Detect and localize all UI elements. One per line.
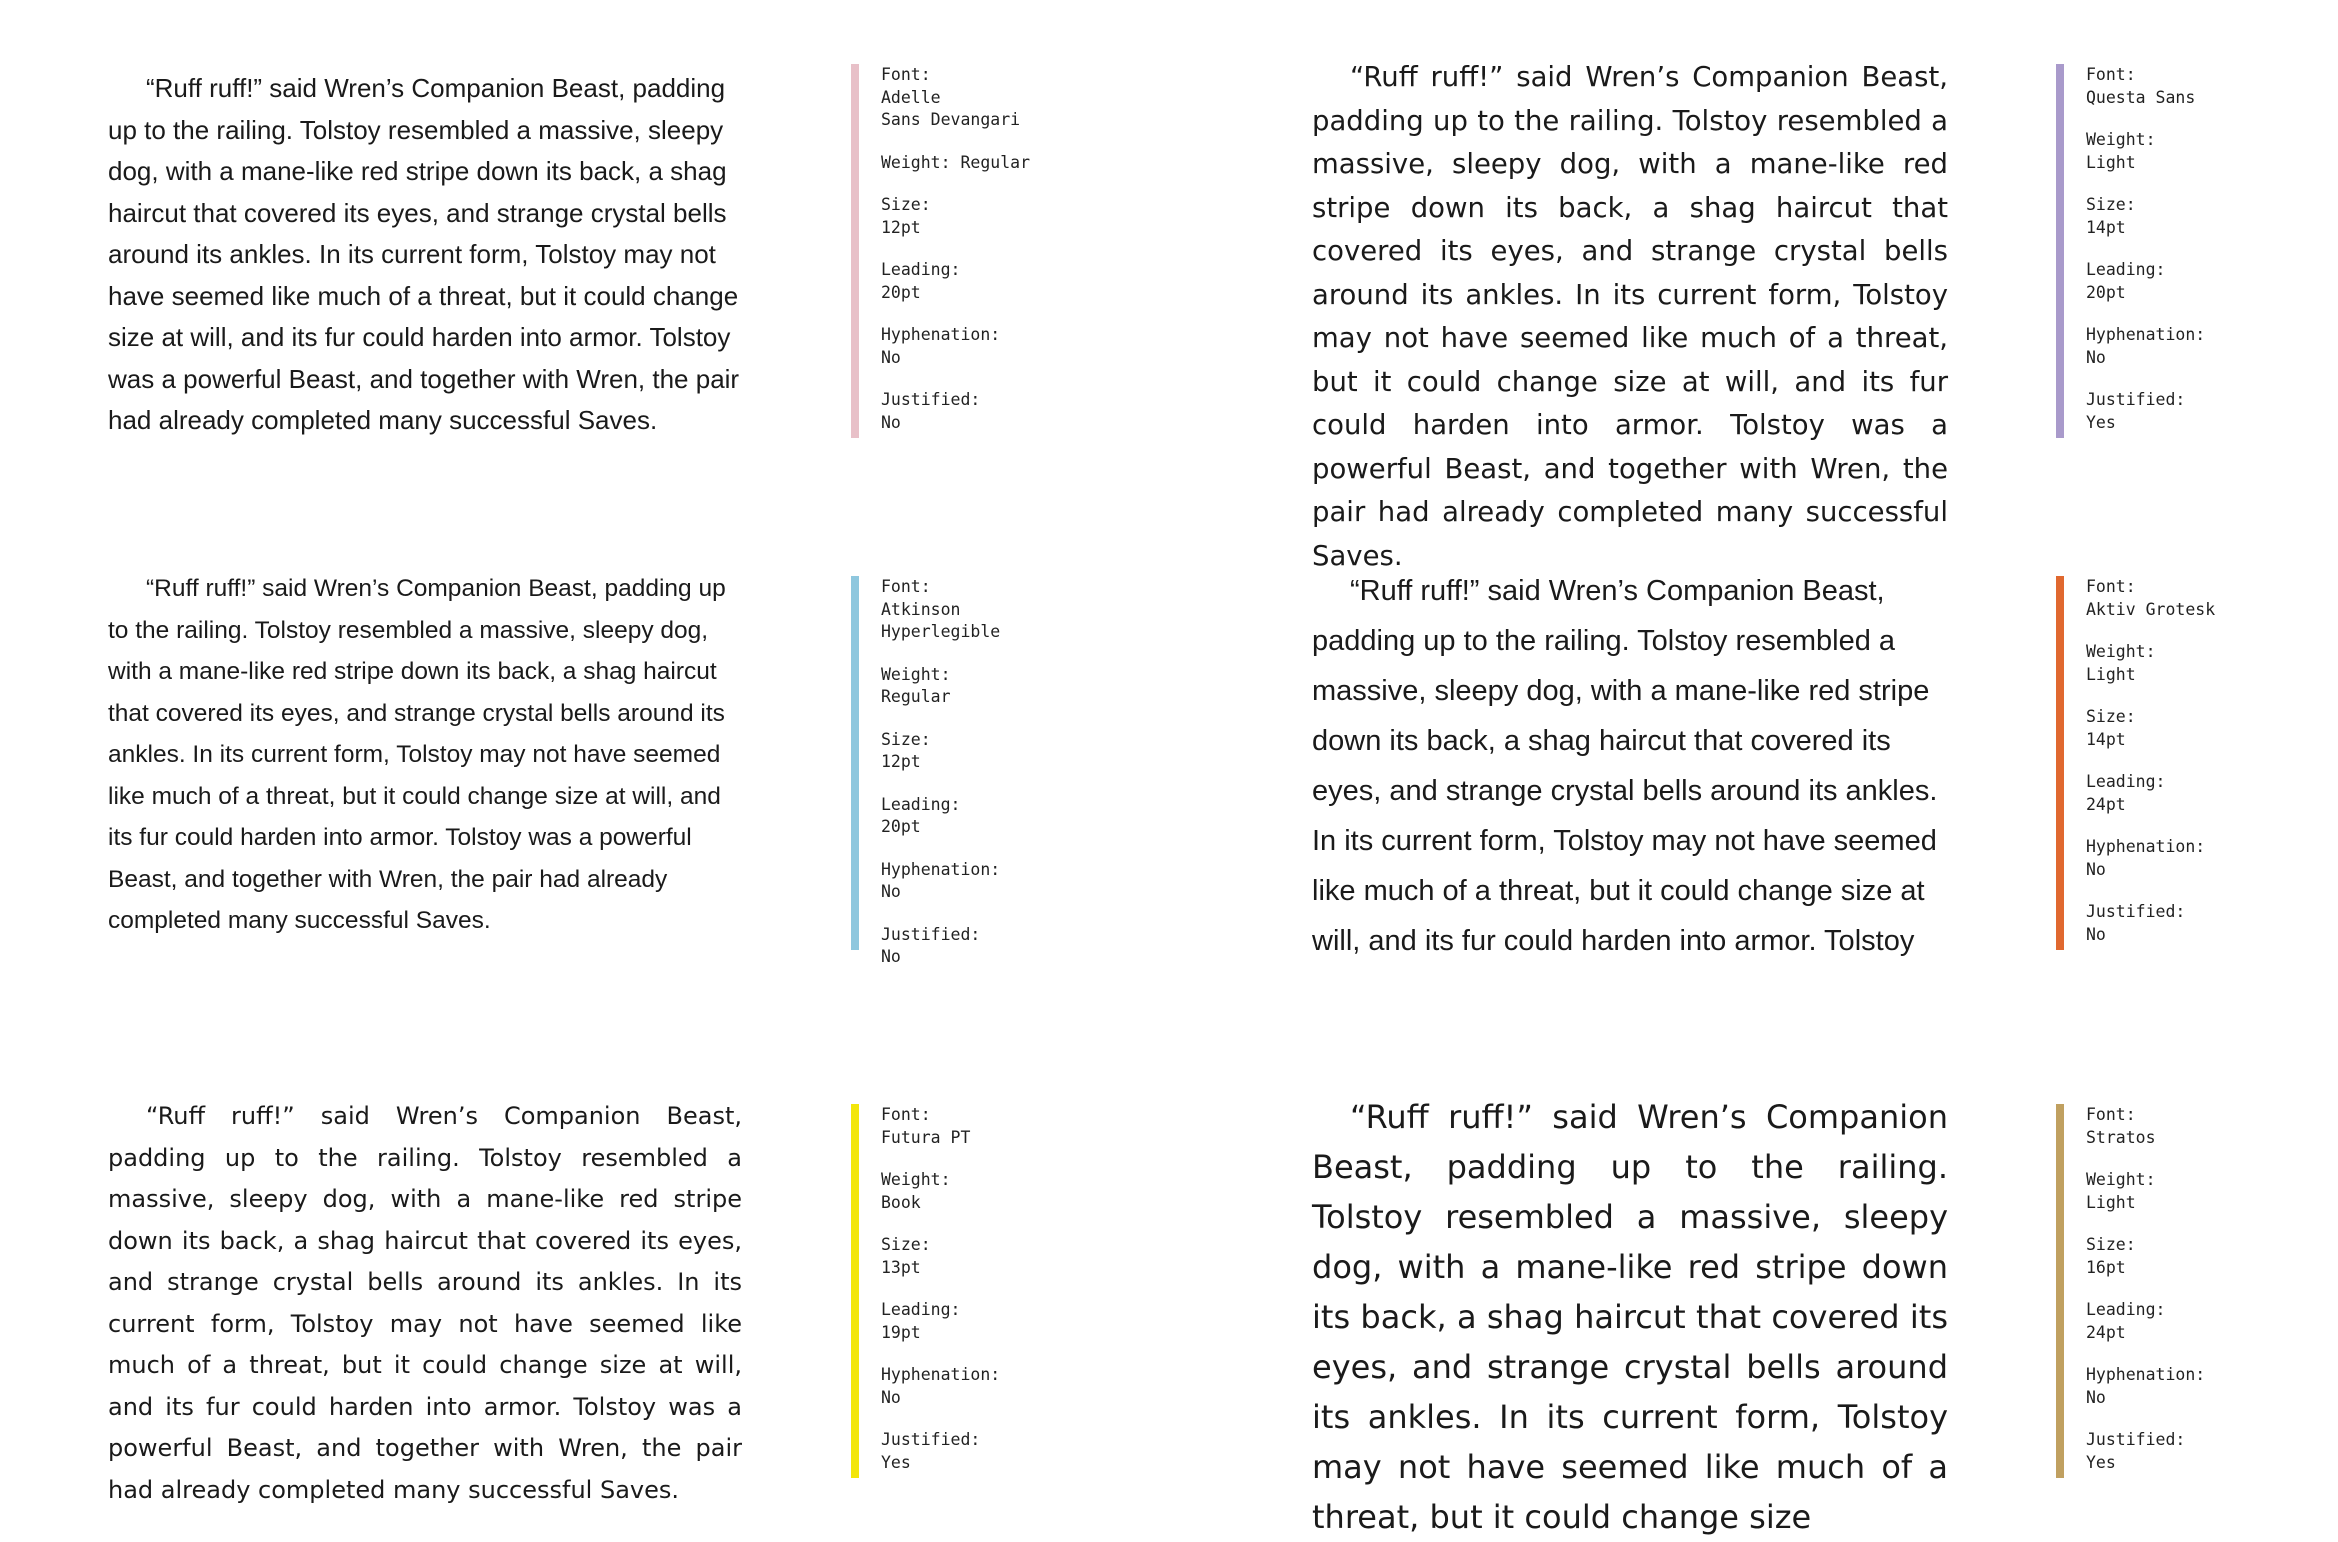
spec-list-futura	[881, 1104, 1000, 1494]
spec-item	[881, 1234, 1000, 1279]
spec-value: 20pt	[2086, 282, 2126, 302]
spec-item	[2086, 389, 2205, 434]
spec-label: Weight:	[2086, 1170, 2156, 1189]
spec-value: 14pt	[2086, 729, 2126, 749]
spec-label: Font:	[2086, 65, 2136, 84]
spec-value: Yes	[2086, 1452, 2116, 1472]
spec-item	[881, 1169, 1000, 1214]
spec-list-atkinson	[881, 576, 1000, 989]
sample-paragraph: “Ruff ruff!” said Wren’s Companion Beast, padding up to the railing. Tolstoy resembled a massive, sleepy dog, with a mane-like red stripe down its back, a shag haircut that covered its eyes, and strange crystal bells around its ankles. In its current form, Tolstoy may not have seemed like much of a threat, but it could change size at will, and its fur could harden into armor. Tolstoy was a powerful Beast, and together with Wren, the pair had already completed many successful Saves.	[108, 73, 740, 435]
spec-item	[881, 576, 1000, 644]
spec-item	[2086, 901, 2215, 946]
spec-value: No	[2086, 1387, 2106, 1407]
spec-item	[881, 389, 1030, 434]
spec-label: Justified:	[881, 1430, 981, 1449]
spec-label: Font:	[2086, 1105, 2136, 1124]
spec-item	[881, 664, 1000, 709]
spec-value: 13pt	[881, 1257, 921, 1277]
spec-label: Hyphenation:	[881, 1365, 1001, 1384]
spec-item	[881, 1429, 1000, 1474]
spec-value: 20pt	[881, 282, 921, 302]
spec-label: Font:	[2086, 577, 2136, 596]
spec-item	[2086, 259, 2205, 304]
type-sample-questa-sans	[1312, 56, 1948, 578]
spec-item	[2086, 1299, 2205, 1344]
spec-value: No	[881, 947, 901, 966]
spec-label: Justified:	[881, 390, 981, 409]
spec-value: 24pt	[2086, 794, 2126, 814]
type-sample-adelle-sans-devangari	[108, 68, 748, 442]
spec-value: No	[881, 1387, 901, 1407]
spec-item	[881, 64, 1030, 132]
spec-list-questa	[2086, 64, 2205, 454]
spec-label: Weight:	[2086, 130, 2156, 149]
spec-value: Light	[2086, 152, 2136, 172]
spec-item	[881, 1299, 1000, 1344]
spec-label: Size:	[881, 195, 931, 214]
spec-item	[2086, 706, 2215, 751]
type-sample-stratos	[1312, 1092, 1948, 1536]
sample-paragraph: “Ruff ruff!” said Wren’s Companion Beast, padding up to the railing. Tolstoy resembled a massive, sleepy dog, with a mane-like red stripe down its back, a shag haircut that covered its eyes, and strange crystal bells around its ankles. In its current form, Tolstoy may not have seemed like much of a threat, but it could change size at will, and its fur could harden into armor. Tolstoy was a powerful Beast, and together with Wren, the pair had already completed many successful Saves.	[1312, 61, 1948, 572]
spec-item	[2086, 576, 2215, 621]
spec-item	[2086, 1364, 2205, 1409]
spec-label: Leading:	[2086, 260, 2166, 279]
spec-value: No	[881, 347, 901, 367]
spec-item	[2086, 1429, 2205, 1474]
spec-label: Leading:	[881, 260, 961, 279]
spec-value: 12pt	[881, 217, 921, 237]
spec-value: No	[2086, 347, 2106, 367]
color-bar-adelle	[851, 64, 859, 438]
spec-item	[881, 152, 1030, 175]
spec-value: Book	[881, 1192, 921, 1212]
spec-item	[2086, 836, 2215, 881]
spec-label: Size:	[2086, 707, 2136, 726]
spec-item	[2086, 771, 2215, 816]
spec-item	[881, 794, 1000, 839]
spec-value: 20pt	[881, 817, 921, 836]
color-bar-questa	[2056, 64, 2064, 438]
spec-value: Atkinson Hyperlegible	[881, 599, 1001, 641]
sample-paragraph: “Ruff ruff!” said Wren’s Companion Beast, padding up to the railing. Tolstoy resembled a massive, sleepy dog, with a mane-like red stripe down its back, a shag haircut that covered its eyes, and strange crystal bells around its ankles. In its current form, Tolstoy may not have seemed like much of a threat, but it could change size at will, and its fur could harden into armor. Tolstoy was a powerful Beast, and together with Wren, the pair had already completed many successful Saves.	[108, 1102, 742, 1504]
color-bar-stratos	[2056, 1104, 2064, 1478]
spec-value: 12pt	[881, 752, 921, 771]
spec-label: Hyphenation:	[881, 859, 1001, 879]
spec-value: 16pt	[2086, 1257, 2126, 1277]
spec-label: Size:	[881, 729, 931, 749]
spec-value: Adelle Sans Devangari	[881, 87, 1021, 129]
spec-item	[2086, 1104, 2205, 1149]
spec-list-stratos	[2086, 1104, 2205, 1494]
spec-label: Justified:	[881, 924, 981, 944]
spec-label: Size:	[2086, 195, 2136, 214]
spec-label: Justified:	[2086, 390, 2186, 409]
spec-label: Font:	[881, 1105, 931, 1124]
spec-label: Leading:	[2086, 772, 2166, 791]
color-bar-aktiv	[2056, 576, 2064, 950]
spec-label: Size:	[2086, 1235, 2136, 1254]
spec-item	[881, 259, 1030, 304]
spec-value: Yes	[2086, 412, 2116, 432]
spec-label: Hyphenation:	[2086, 325, 2206, 344]
color-bar-futura	[851, 1104, 859, 1478]
spec-item	[881, 859, 1000, 904]
spec-label: Weight:	[2086, 642, 2156, 661]
spec-label: Leading:	[881, 1300, 961, 1319]
spec-list-adelle	[881, 64, 1030, 454]
sample-paragraph: “Ruff ruff!” said Wren’s Companion Beast, padding up to the railing. Tolstoy resembled a massive, sleepy dog, with a mane-like red stripe down its back, a shag haircut that covered its eyes, and strange crystal bells around its ankles. In its current form, Tolstoy may not have seemed like much of a threat, but it could change size at will, and its fur could harden into armor. Tolstoy was a powerful Beast, and together with Wren, the pair had already completed many successful Saves.	[108, 575, 726, 934]
spec-label: Weight:	[881, 664, 951, 684]
spec-label: Hyphenation:	[881, 325, 1001, 344]
spec-item	[881, 729, 1000, 774]
spec-label: Font:	[881, 65, 931, 84]
spec-value: Stratos	[2086, 1127, 2156, 1147]
color-bar-atkinson	[851, 576, 859, 950]
spec-label: Leading:	[881, 794, 961, 814]
spec-item	[881, 924, 1000, 969]
spec-value: 19pt	[881, 1322, 921, 1342]
spec-item	[881, 1104, 1000, 1149]
spec-item	[2086, 641, 2215, 686]
spec-label: Justified:	[2086, 902, 2186, 921]
spec-value: Futura PT	[881, 1127, 971, 1147]
spec-item	[2086, 1234, 2205, 1279]
spec-label: Font:	[881, 577, 931, 596]
spec-value: No	[881, 412, 901, 432]
spec-label: Weight:	[881, 1170, 951, 1189]
spec-value: Regular	[881, 687, 951, 706]
spec-value: No	[881, 882, 901, 901]
spec-label: Size:	[881, 1235, 931, 1254]
spec-value: No	[2086, 924, 2106, 944]
sample-paragraph: “Ruff ruff!” said Wren’s Companion Beast, padding up to the railing. Tolstoy resembled a massive, sleepy dog, with a mane-like red stripe down its back, a shag haircut that covered its eyes, and strange crystal bells around its ankles. In its current form, Tolstoy may not have seemed like much of a threat, but it could change size	[1312, 1098, 1948, 1536]
spec-item	[2086, 1169, 2205, 1214]
spec-value: Aktiv Grotesk	[2086, 599, 2216, 619]
type-sample-futura-pt	[108, 1096, 742, 1511]
spec-item	[2086, 324, 2205, 369]
type-sample-atkinson-hyperlegible	[108, 568, 748, 942]
spec-item	[2086, 129, 2205, 174]
type-sample-aktiv-grotesk	[1312, 566, 1952, 956]
spec-label: Leading:	[2086, 1300, 2166, 1319]
spec-value: Yes	[881, 1452, 911, 1472]
spec-label: Hyphenation:	[2086, 837, 2206, 856]
spec-value: Light	[2086, 664, 2136, 684]
spec-value: 14pt	[2086, 217, 2126, 237]
spec-value: Light	[2086, 1192, 2136, 1212]
spec-item	[881, 194, 1030, 239]
spec-item	[881, 324, 1030, 369]
spec-item	[2086, 64, 2205, 109]
spec-label: Justified:	[2086, 1430, 2186, 1449]
spec-item	[2086, 194, 2205, 239]
spec-label: Hyphenation:	[2086, 1365, 2206, 1384]
spec-value: 24pt	[2086, 1322, 2126, 1342]
sample-paragraph: “Ruff ruff!” said Wren’s Companion Beast, padding up to the railing. Tolstoy resembled a massive, sleepy dog, with a mane-like red stripe down its back, a shag haircut that covered its eyes, and strange crystal bells around its ankles. In its current form, Tolstoy may not have seemed like much of a threat, but it could change size at will, and its fur could harden into armor. Tolstoy	[1312, 575, 1938, 957]
spec-list-aktiv	[2086, 576, 2215, 966]
spec-item	[881, 1364, 1000, 1409]
spec-value: Questa Sans	[2086, 87, 2196, 107]
spec-label: Weight: Regular	[881, 152, 1031, 172]
spec-value: No	[2086, 859, 2106, 879]
